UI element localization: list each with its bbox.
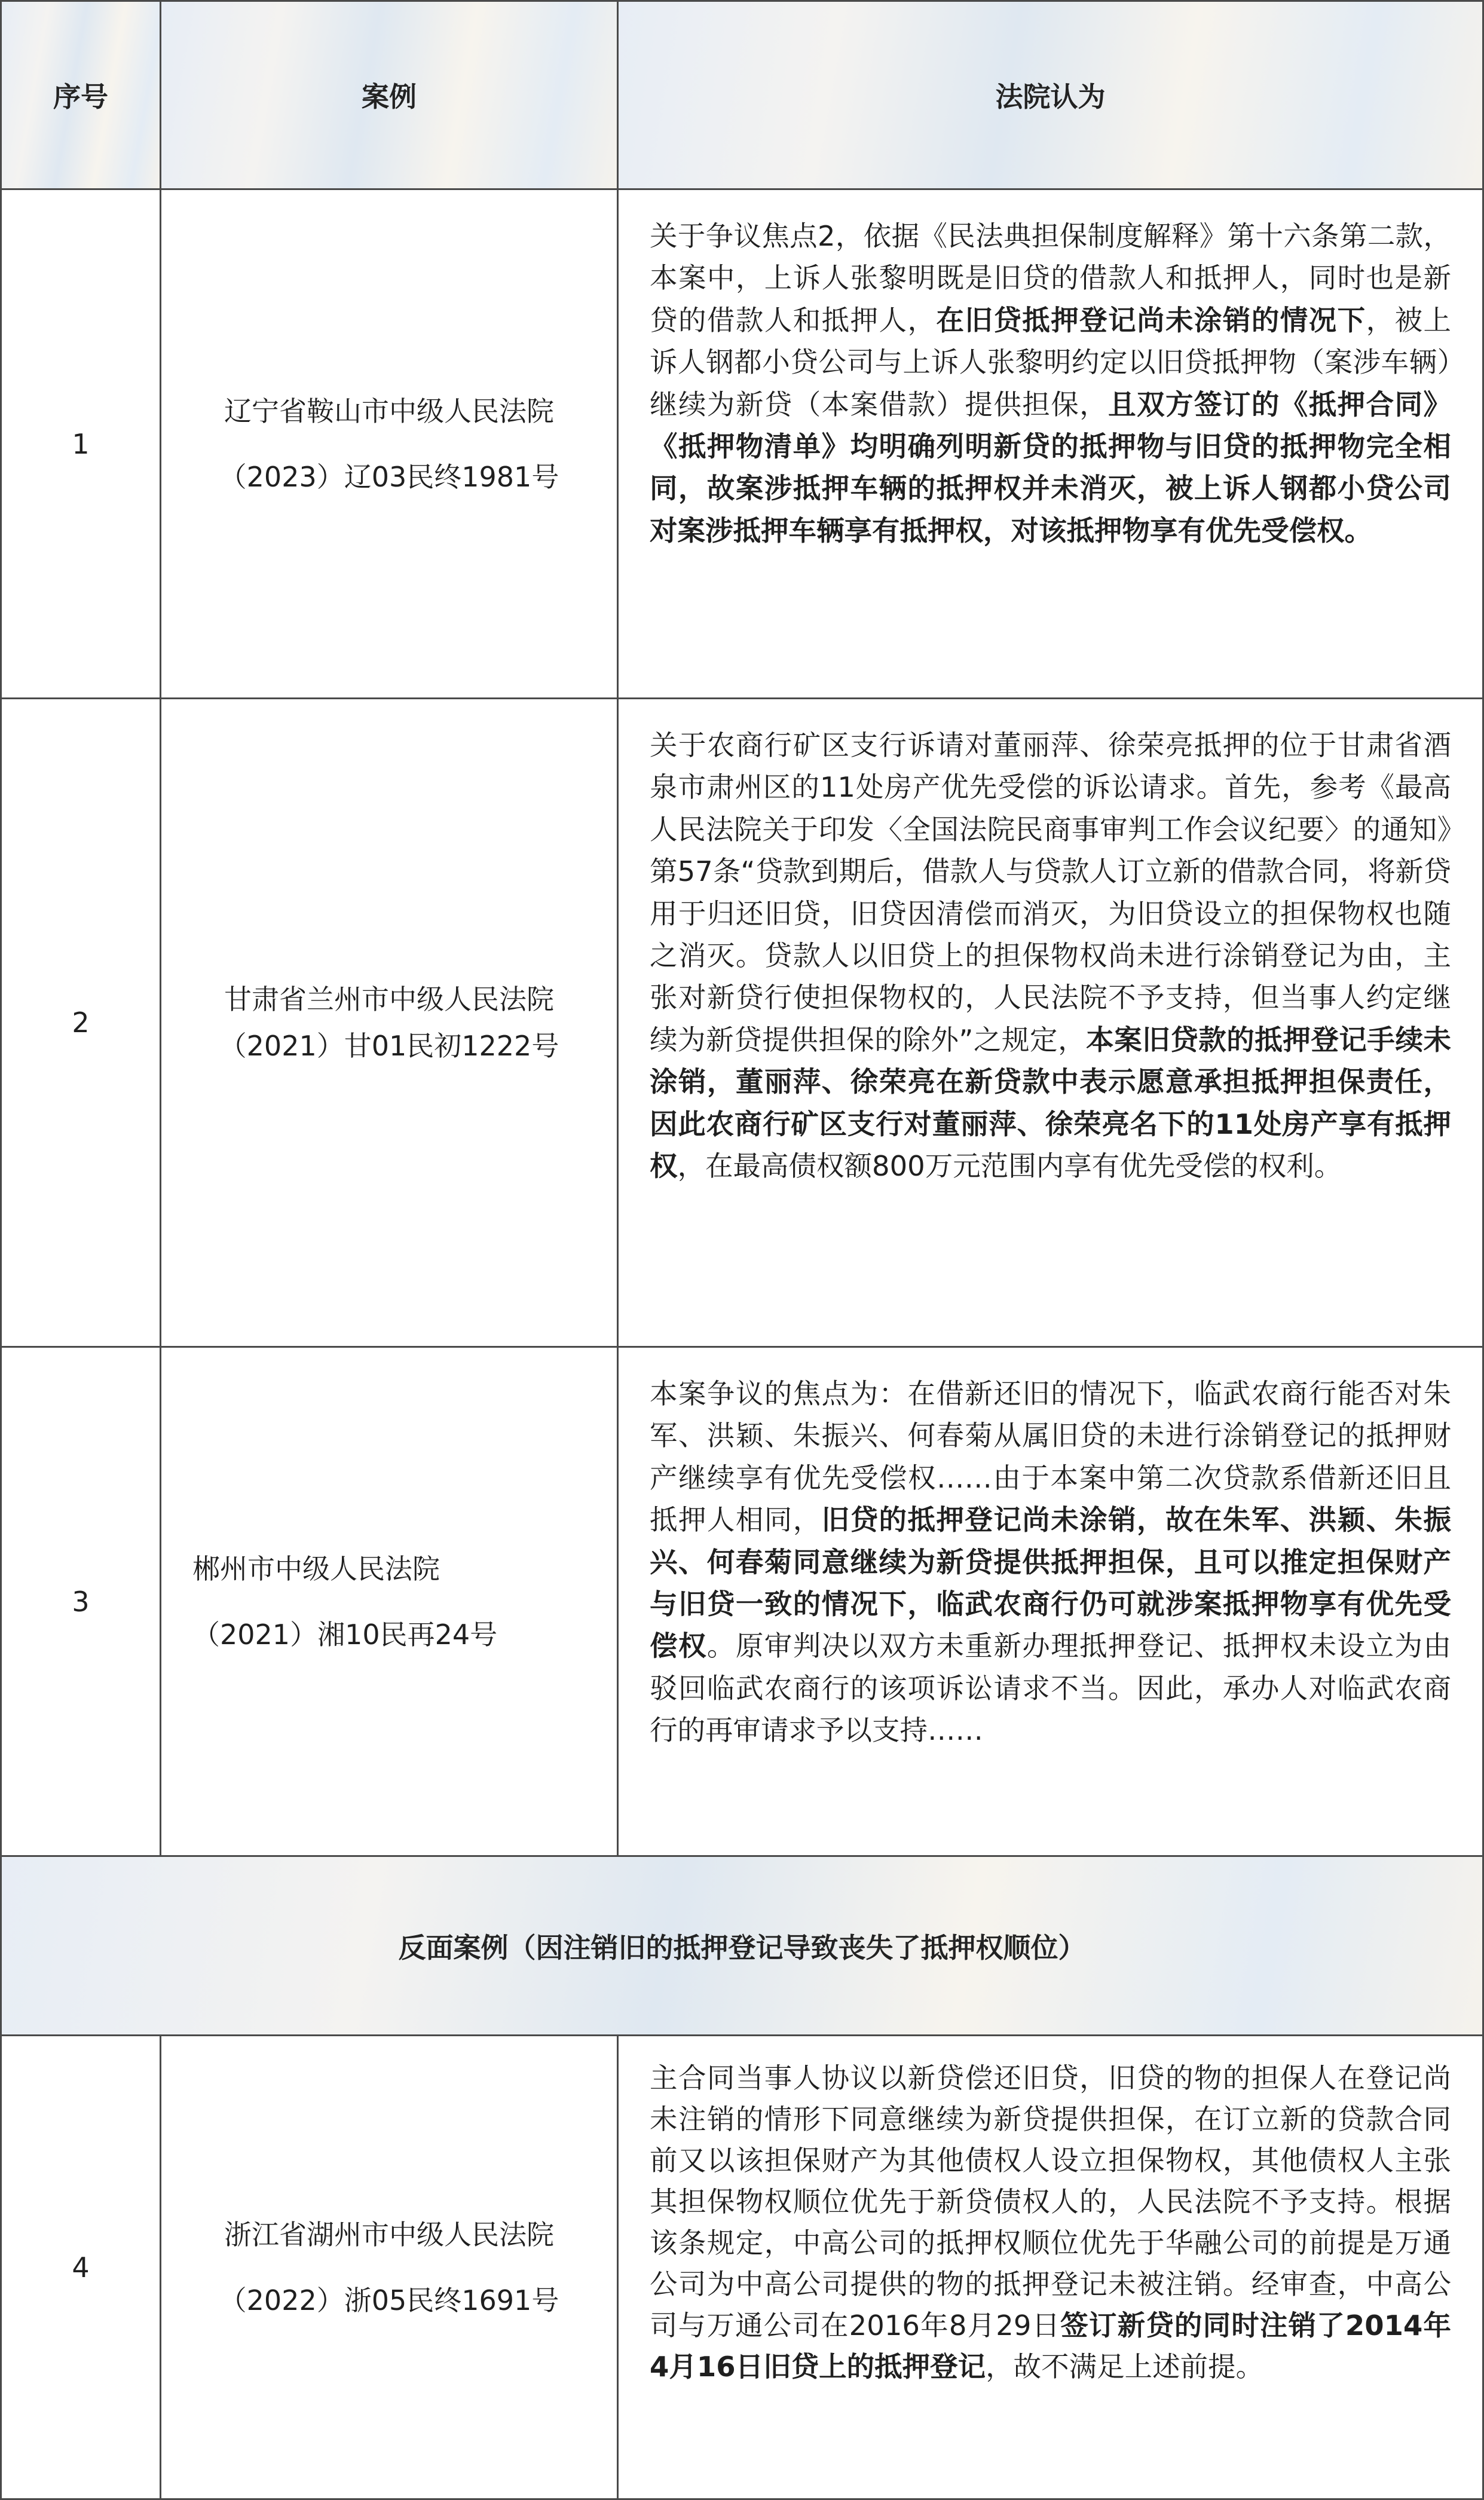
row-number: 2	[72, 1006, 90, 1039]
opinion-segment-bold: 签订新贷的同时注销了2014年4月16日旧贷上的抵押登记	[650, 2309, 1452, 2383]
case-cell	[161, 190, 619, 699]
case-cell	[161, 2036, 619, 2500]
header-cell-case	[161, 0, 619, 190]
court-name: 辽宁省鞍山市中级人民法院	[224, 394, 554, 427]
opinion-segment-bold: 本案旧贷款的抵押登记手续未涂销，董丽萍、徐荣亮在新贷款中表示愿意承担抵押担保责任，因此农商行矿区支行对董丽萍、徐荣亮名下的11处房产享有抵押权	[650, 1023, 1451, 1183]
case-number: （2022）浙05民终1691号	[219, 2284, 559, 2317]
opinion-cell	[619, 190, 1484, 699]
opinion-segment: 主合同当事人协议以新贷偿还旧贷，旧贷的物的担保人在登记尚未注销的情形下同意继续为新贷提供担保，在订立新的贷款合同前又以该担保财产为其他债权人设立担保物权，其他债权人主张其担保物权顺位优先于新贷债权人的，人民法院不予支持。根据该条规定，中高公司的抵押权顺位优先于华融公司的前提是万通公司为中高公司提供的物的抵押登记未被注销。经审查，中高公司与万通公司在2016年8月29日	[650, 2062, 1451, 2342]
opinion-text	[650, 220, 1451, 547]
opinion-segment-bold: 且双方签订的《抵押合同》《抵押物清单》均明确列明新贷的抵押物与旧贷的抵押物完全相同，故案涉抵押车辆的抵押权并未消灭，被上诉人钢都小贷公司对案涉抵押车辆享有抵押权，对该抵押物享有优先受偿权。	[650, 388, 1452, 547]
header-cell-opinion	[619, 0, 1484, 190]
court-name: 浙江省湖州市中级人民法院	[224, 2218, 554, 2251]
opinion-cell	[619, 1348, 1484, 1857]
section-cell	[0, 1857, 1484, 2036]
opinion-segment: ，被上诉人钢都小贷公司与上诉人张黎明约定以旧贷抵押物（案涉车辆）继续为新贷（本案借款）提供担保，	[650, 304, 1452, 421]
table-row	[0, 699, 1484, 1348]
row-number: 3	[72, 1585, 90, 1618]
header-cell-no	[0, 0, 161, 190]
row-number-cell	[0, 699, 161, 1348]
opinion-segment-bold: 在旧贷抵押登记尚未涂销的情况下	[936, 304, 1366, 336]
header-label-opinion: 法院认为	[995, 81, 1106, 113]
opinion-cell	[619, 699, 1484, 1348]
header-label-case: 案例	[362, 81, 417, 113]
row-number-cell	[0, 190, 161, 699]
opinion-text	[650, 1378, 1451, 1746]
section-title: 反面案例（因注销旧的抵押登记导致丧失了抵押权顺位）	[398, 1931, 1086, 1964]
opinion-segment: 关于农商行矿区支行诉请对董丽萍、徐荣亮抵押的位于甘肃省酒泉市肃州区的11处房产优先受偿的诉讼请求。首先，参考《最高人民法院关于印发〈全国法院民商事审判工作会议纪要〉的通知》第57条“贷款到期后，借款人与贷款人订立新的借款合同，将新贷用于归还旧贷，旧贷因清偿而消灭，为旧贷设立的担保物权也随之消灭。贷款人以旧贷上的担保物权尚未进行涂销登记为由，主张对新贷行使担保物权的，人民法院不予支持，但当事人约定继续为新贷提供担保的除外”之规定，	[650, 729, 1451, 1056]
opinion-text	[650, 729, 1451, 1182]
opinion-segment: ，在最高债权额800万元范围内享有优先受偿的权利。	[677, 1150, 1342, 1183]
opinion-segment: 关于争议焦点2，依据《民法典担保制度解释》第十六条第二款，本案中，上诉人张黎明既是旧贷的借款人和抵押人，同时也是新贷的借款人和抵押人，	[650, 220, 1451, 336]
table-row	[0, 1348, 1484, 1857]
case-cell	[161, 1348, 619, 1857]
opinion-cell	[619, 2036, 1484, 2500]
opinion-segment: 本案争议的焦点为：在借新还旧的情况下，临武农商行能否对朱军、洪颖、朱振兴、何春菊从属旧贷的未进行涂销登记的抵押财产继续享有优先受偿权……由于本案中第二次贷款系借新还旧且抵押人相同，	[650, 1378, 1451, 1537]
row-number-cell	[0, 1348, 161, 1857]
opinion-segment: ，故不满足上述前提。	[986, 2351, 1264, 2383]
table-row	[0, 190, 1484, 699]
court-name: 郴州市中级人民法院	[192, 1552, 440, 1585]
case-number: （2021）湘10民再24号	[192, 1618, 498, 1651]
row-number: 4	[72, 2251, 90, 2284]
opinion-segment-bold: 旧贷的抵押登记尚未涂销，故在朱军、洪颖、朱振兴、何春菊同意继续为新贷提供抵押担保，且可以推定担保财产与旧贷一致的情况下，临武农商行仍可就涉案抵押物享有优先受偿权	[650, 1504, 1452, 1663]
opinion-segment: 。原审判决以双方未重新办理抵押登记、抵押权未设立为由驳回临武农商行的该项诉讼请求不当。因此，承办人对临武农商行的再审请求予以支持……	[650, 1630, 1452, 1747]
header-label-no: 序号	[53, 81, 108, 113]
row-number: 1	[72, 427, 90, 460]
table-header-row	[0, 0, 1484, 190]
case-number: （2023）辽03民终1981号	[219, 460, 559, 493]
opinion-text	[650, 2062, 1451, 2383]
section-row	[0, 1857, 1484, 2036]
table-row	[0, 2036, 1484, 2500]
case-number: （2021）甘01民初1222号	[219, 1030, 559, 1062]
case-cell	[161, 699, 619, 1348]
row-number-cell	[0, 2036, 161, 2500]
court-name: 甘肃省兰州市中级人民法院	[224, 983, 554, 1015]
